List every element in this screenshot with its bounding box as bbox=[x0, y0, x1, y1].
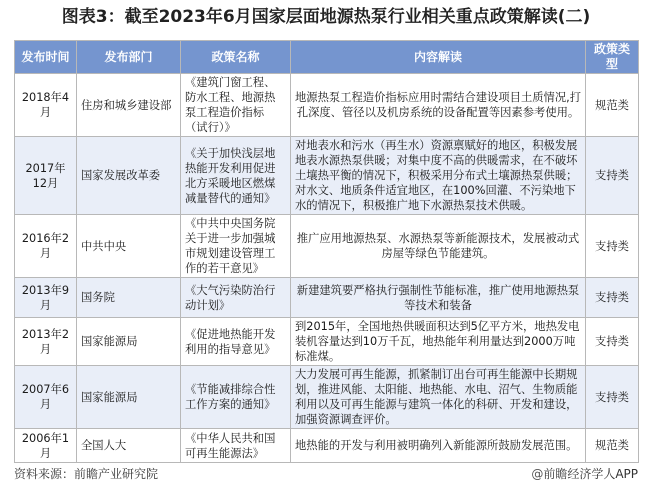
cell-policy-name: 《节能减排综合性工作方案的通知》 bbox=[181, 366, 291, 429]
cell-policy-name: 《促进地热能开发利用的指导意见》 bbox=[181, 318, 291, 366]
table-row bbox=[15, 318, 639, 366]
cell-policy-name: 《关于加快浅层地热能开发利用促进北方采暖地区燃煤减量替代的通知》 bbox=[181, 137, 291, 215]
footer bbox=[0, 446, 652, 497]
cell-time: 2006年1月 bbox=[15, 429, 77, 463]
cell-policy-name: 《中华人民共和国可再生能源法》 bbox=[181, 429, 291, 463]
brand-name: 前瞻经济学人APP bbox=[543, 467, 638, 481]
cell-type: 规范类 bbox=[586, 429, 639, 463]
cell-type: 支持类 bbox=[586, 215, 639, 278]
source-note: 资料来源：前瞻产业研究院 bbox=[14, 467, 159, 481]
table-header-row bbox=[15, 41, 639, 74]
table-row bbox=[15, 215, 639, 278]
cell-time: 2013年9月 bbox=[15, 278, 77, 318]
cell-type: 支持类 bbox=[586, 318, 639, 366]
cell-type: 支持类 bbox=[586, 278, 639, 318]
cell-dept: 国家发展改革委 bbox=[77, 137, 181, 215]
page-title: 图表3：截至2023年6月国家层面地源热泵行业相关重点政策解读(二) bbox=[61, 7, 591, 27]
table-row bbox=[15, 137, 639, 215]
cell-time: 2007年6月 bbox=[15, 366, 77, 429]
cell-dept: 国家能源局 bbox=[77, 318, 181, 366]
cell-content: 对地表水和污水（再生水）资源禀赋好的地区，积极发展地表水源热泵供暖；对集中度不高的供暖需求，在不破坏土壤热平衡的情况下，积极采用分布式土壤源热泵供暖；对水文、地质条件适宜地区，在100%回灌、不污染地下水的情况下，积极推广地下水源热泵技术供暖。 bbox=[291, 137, 586, 215]
cell-content: 地热能的开发与利用被明确列入新能源所鼓励发展范围。 bbox=[291, 429, 586, 463]
cell-dept: 中共中央 bbox=[77, 215, 181, 278]
cell-time: 2016年2月 bbox=[15, 215, 77, 278]
header-dept: 发布部门 bbox=[77, 41, 181, 74]
cell-time: 2018年4月 bbox=[15, 74, 77, 137]
cell-dept: 全国人大 bbox=[77, 429, 181, 463]
table-row bbox=[15, 366, 639, 429]
brand-credit bbox=[531, 466, 638, 482]
header-type: 政策类型 bbox=[586, 41, 639, 74]
cell-content: 新建建筑要严格执行强制性节能标准，推广使用地源热泵等技术和装备 bbox=[291, 278, 586, 318]
cell-policy-name: 《建筑门窗工程、防水工程、地源热泵工程造价指标（试行）》 bbox=[181, 74, 291, 137]
cell-policy-name: 《中共中央国务院关于进一步加强城市规划建设管理工作的若干意见》 bbox=[181, 215, 291, 278]
table-row bbox=[15, 278, 639, 318]
cell-content: 大力发展可再生能源，抓紧制订出台可再生能源中长期规划，推进风能、太阳能、地热能、水电、沼气、生物质能利用以及可再生能源与建筑一体化的科研、开发和建设，加强资源调查评价。 bbox=[291, 366, 586, 429]
header-policy-name: 政策名称 bbox=[181, 41, 291, 74]
cell-dept: 国务院 bbox=[77, 278, 181, 318]
cell-content: 地源热泵工程造价指标应用时需结合建设项目土质情况,打孔深度、管径以及机房系统的设备配置等因素参考使用。 bbox=[291, 74, 586, 137]
cell-content: 到2015年，全国地热供暖面积达到5亿平方米，地热发电装机容量达到10万千瓦，地热能年利用量达到2000万吨标准煤。 bbox=[291, 318, 586, 366]
policy-table bbox=[14, 40, 639, 463]
cell-type: 规范类 bbox=[586, 74, 639, 137]
cell-type: 支持类 bbox=[586, 366, 639, 429]
header-time: 发布时间 bbox=[15, 41, 77, 74]
cell-content: 推广应用地源热泵、水源热泵等新能源技术，发展被动式房屋等绿色节能建筑。 bbox=[291, 215, 586, 278]
cell-time: 2013年2月 bbox=[15, 318, 77, 366]
cell-dept: 住房和城乡建设部 bbox=[77, 74, 181, 137]
header-content: 内容解读 bbox=[291, 41, 586, 74]
cell-policy-name: 《大气污染防治行动计划》 bbox=[181, 278, 291, 318]
cell-dept: 国家能源局 bbox=[77, 366, 181, 429]
table-row bbox=[15, 74, 639, 137]
cell-type: 支持类 bbox=[586, 137, 639, 215]
at-symbol: @ bbox=[531, 467, 544, 481]
cell-time: 2017年12月 bbox=[15, 137, 77, 215]
